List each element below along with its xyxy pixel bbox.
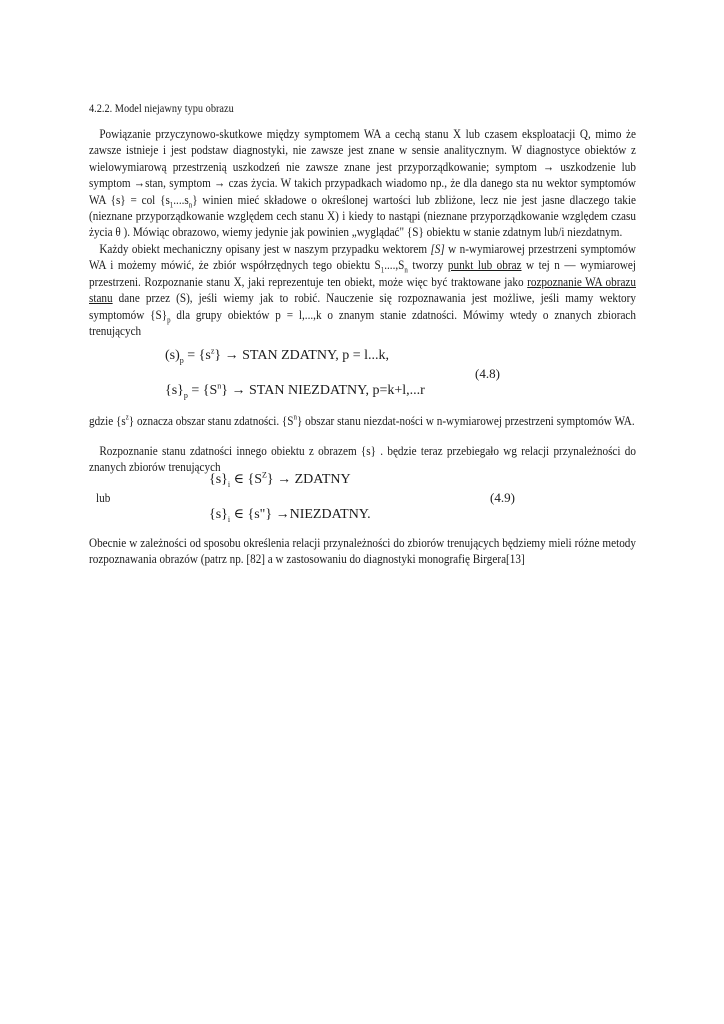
p2-text-a: Każdy obiekt mechaniczny opisany jest w naszym przypadku wektorem [99, 241, 431, 256]
p1-sub-1: 1 [169, 200, 174, 210]
eq48-l2-a: {s} [165, 383, 184, 398]
p2-underlined-recognition: rozpoznanie WA obrazu stanu [89, 273, 636, 306]
p4-text: Rozpoznanie stanu zdatności innego obiektu z obrazem {s} . będzie teraz przebiegało wg relacji przynależności do znanych zbiorów trenujących [89, 443, 636, 475]
paragraph-2 [89, 241, 636, 339]
eq49-l1-sub: i [227, 479, 231, 489]
p3-text-a: gdzie {s [89, 413, 126, 428]
eq48-l1-b: = {s [183, 348, 211, 363]
eq48-l2-b: = {S [187, 383, 218, 398]
eq48-l1-sup: z [210, 346, 215, 356]
eq49-l1-b: ∈ {S [230, 472, 262, 487]
p2-text-b: w n-wymiarowej przestrzeni symptomów WA i możemy mówić, że zbiór współrzędnych tego obiektu S [89, 241, 636, 273]
p1-text-a: Powiązanie przyczynowo-skutkowe między symptomem WA a cechą stanu X lub czasem eksploatacji Q, mimo że zawsze istnieje i jest podstaw diagnostyki, nie zawsze jest znane w sensie analitycznym. W diagnostyce obiektów z wielowymiarową przestrzenią uszkodzeń nie zawsze znane jest przyporządkowanie; symptom → uszkodzenie lub symptom →stan, symptom → czas życia. W takich przypadkach wiadomo np., że dla danego sta nu wektor symptomów WA {s} = col {s [89, 126, 636, 207]
p2-text-c: ....,S [384, 257, 405, 273]
eq49-l1-sup: Z [262, 470, 267, 480]
p2-text-g: dla grupy obiektów p = l,...,k o znanym stanie zdatności. Mówimy wtedy o znanych zbiorach trenujących [89, 306, 636, 339]
eq49-l2-sub: i [227, 514, 231, 524]
p2-text-e: w tej n — wymiarowej przestrzeni. Rozpoznanie stanu X, jaki reprezentuje ten obiekt, może więc być traktowane jako [89, 257, 636, 289]
eq49-l1-c: } → ZDATNY [266, 472, 351, 487]
lub-label: lub [96, 490, 111, 505]
equation-4-9-line-1 [209, 471, 351, 488]
p1-sub-n: n [188, 200, 193, 210]
p1-text-c: } winien mieć składowe o określonej wartości lub zbliżone, lecz nie jest jasne dlaczego takie (nieznane przyporządkowanie względem cech stanu X) i kiedy to nastąpi (nieznane przyporządkowanie względem czasu życia θ ). Mówiąc obrazowo, wiemy jedynie jak powinien „wyglądać" {S} obiektu w stanie zdatnym lub/i niezdatnym. [89, 191, 636, 240]
section-heading: 4.2.2. Model niejawny typu obrazu [89, 101, 234, 115]
p2-sub-1: 1 [380, 266, 385, 275]
paragraph-4 [89, 443, 636, 476]
eq48-l1-a: (s) [165, 348, 180, 363]
p2-sub-p: p [167, 315, 171, 325]
eq49-l2-b: ∈ {s"} →NIEZDATNY. [230, 507, 371, 522]
paragraph-3 [89, 413, 636, 429]
equation-4-8-line-1 [165, 348, 389, 364]
paragraph-1 [89, 126, 636, 241]
p3-text-c: } obszar stanu niezdat-ności w n-wymiarowej przestrzeni symptomów WA. [296, 413, 635, 428]
p2-sub-n: n [404, 266, 408, 275]
equation-4-8-line-2 [165, 383, 425, 399]
p2-underlined-point: punkt lub obraz [447, 257, 522, 273]
eq49-l2-a: {s} [209, 507, 228, 522]
p1-text-b: ....s [173, 191, 189, 207]
eq49-l1-a: {s} [209, 472, 228, 487]
eq48-l2-c: } → STAN NIEZDATNY, p=k+l,...r [221, 383, 425, 398]
eq48-l2-sub: p [183, 390, 188, 400]
paragraph-5: Obecnie w zależności od sposobu określenia relacji przynależności do zbiorów trenujących będziemy mieli różne metody rozpoznawania obrazów (patrz np. [82] a w zastosowaniu do diagnostyki monografię Birgera[13] [89, 535, 636, 567]
eq48-l1-c: } → STAN ZDATNY, p = l...k, [214, 348, 390, 363]
equation-number-4-9: (4.9) [490, 490, 515, 505]
p2-text-d: tworzy [407, 257, 448, 273]
p2-vector-s: [S] [430, 241, 445, 256]
p3-sup-1: z [125, 412, 129, 422]
eq48-l1-sub: p [179, 355, 184, 365]
eq48-l2-sup: n [217, 381, 222, 391]
equation-4-9-line-2 [209, 506, 371, 523]
p3-sup-2: n [293, 412, 297, 422]
equation-number-4-8: (4.8) [475, 366, 500, 381]
p3-text-b: } oznacza obszar stanu zdatności. {S [128, 413, 294, 428]
p2-text-f: dane przez (S), jeśli wiemy jak to robić. Nauczenie się rozpoznawania jest możliwe, jeśli mamy wektory symptomów {S} [89, 290, 636, 322]
